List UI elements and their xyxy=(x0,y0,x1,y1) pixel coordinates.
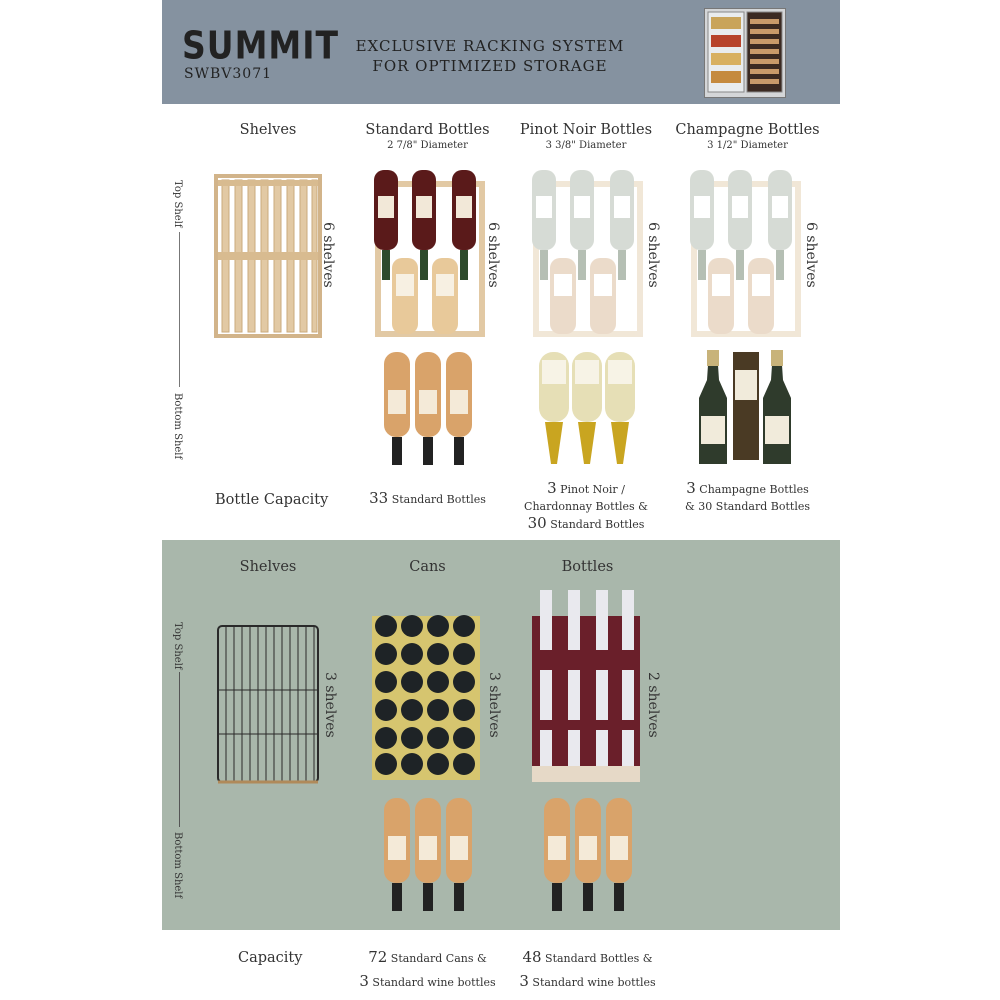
lower-cans-wine-bottles-image xyxy=(382,798,477,913)
upper-col-standard-sub: 2 7/8" Diameter xyxy=(387,140,468,151)
cap-champ-text1: Champagne Bottles xyxy=(699,483,809,496)
beverage-bottles-image xyxy=(530,590,645,785)
upper-col-champagne: Champagne Bottles xyxy=(675,122,820,138)
cap-cans-num: 72 xyxy=(368,948,388,966)
cap-pinot-text2: Chardonnay Bottles & xyxy=(524,500,648,513)
lower-col-cans: Cans xyxy=(409,559,446,575)
upper-capacity-pinot xyxy=(512,480,660,533)
cap-standard-text: Standard Bottles xyxy=(391,493,486,506)
lower-bottles-wine-bottles-image xyxy=(542,798,637,913)
upper-bottom-shelf-label: Bottom Shelf xyxy=(172,393,183,460)
cap-pinot-num: 3 xyxy=(547,479,557,497)
upper-shelves-count-4: 6 shelves xyxy=(803,222,819,288)
wood-shelf-image xyxy=(216,176,322,338)
pinot-bottles-bottom-image xyxy=(537,352,637,467)
upper-shelves-count-1: 6 shelves xyxy=(320,222,336,288)
lower-capacity-label: Capacity xyxy=(238,950,303,966)
cap-cans-text: Standard Cans & xyxy=(390,952,487,965)
standard-bottles-top-image xyxy=(372,166,487,338)
upper-capacity-standard xyxy=(355,490,500,508)
upper-col-pinot-sub: 3 3/8" Diameter xyxy=(545,140,627,151)
lower-shelves-count-2: 3 shelves xyxy=(486,672,502,738)
upper-top-shelf-label: Top Shelf xyxy=(172,180,183,228)
upper-capacity-champagne xyxy=(670,480,825,515)
upper-col-pinot: Pinot Noir Bottles xyxy=(519,122,653,138)
lower-shelves-count-3: 2 shelves xyxy=(645,672,661,738)
pinot-bottles-top-image xyxy=(530,166,645,338)
cap-cans-num2: 3 xyxy=(359,972,369,990)
cap-bottles-num: 48 xyxy=(522,948,542,966)
cap-pinot-text1: Pinot Noir / xyxy=(560,483,625,496)
lower-top-shelf-label: Top Shelf xyxy=(172,622,183,670)
brand-logo: SUMMIT xyxy=(182,23,340,68)
champagne-bottles-top-image xyxy=(688,166,803,338)
lower-capacity-bottles xyxy=(510,946,665,994)
upper-col-shelves: Shelves xyxy=(239,122,297,138)
lower-col-shelves: Shelves xyxy=(239,559,297,575)
tagline xyxy=(340,36,640,76)
lower-shelves-count-1: 3 shelves xyxy=(322,672,338,738)
cap-pinot-num2: 30 xyxy=(527,514,547,532)
cap-bottles-text2: Standard wine bottles xyxy=(532,976,656,989)
lower-col-bottles: Bottles xyxy=(561,559,614,575)
upper-shelf-line xyxy=(179,232,180,387)
cap-bottles-num2: 3 xyxy=(519,972,529,990)
upper-col-standard: Standard Bottles xyxy=(365,122,490,138)
standard-bottles-bottom-image xyxy=(382,352,477,467)
cap-cans-text2: Standard wine bottles xyxy=(372,976,496,989)
lower-shelf-line xyxy=(179,672,180,827)
fridge-image xyxy=(705,9,785,97)
upper-shelves-count-2: 6 shelves xyxy=(485,222,501,288)
cap-champ-text2: & 30 Standard Bottles xyxy=(685,500,810,513)
upper-shelves-count-3: 6 shelves xyxy=(645,222,661,288)
tagline-line2: FOR OPTIMIZED STORAGE xyxy=(372,57,608,75)
cap-pinot-text3: Standard Bottles xyxy=(550,518,645,531)
lower-bottom-shelf-label: Bottom Shelf xyxy=(172,832,183,899)
wire-shelf-image xyxy=(216,624,322,786)
cap-standard-num: 33 xyxy=(369,489,389,507)
fridge-thumbnail xyxy=(704,8,786,98)
tagline-line1: EXCLUSIVE RACKING SYSTEM xyxy=(355,37,625,55)
upper-capacity-label: Bottle Capacity xyxy=(215,492,329,508)
champagne-bottles-bottom-image xyxy=(697,350,797,468)
upper-col-champagne-sub: 3 1/2" Diameter xyxy=(707,140,788,151)
lower-capacity-cans xyxy=(350,946,505,994)
cans-image xyxy=(372,612,482,782)
model-number: SWBV3071 xyxy=(184,66,273,82)
cap-champ-num: 3 xyxy=(686,479,696,497)
cap-bottles-text: Standard Bottles & xyxy=(545,952,653,965)
